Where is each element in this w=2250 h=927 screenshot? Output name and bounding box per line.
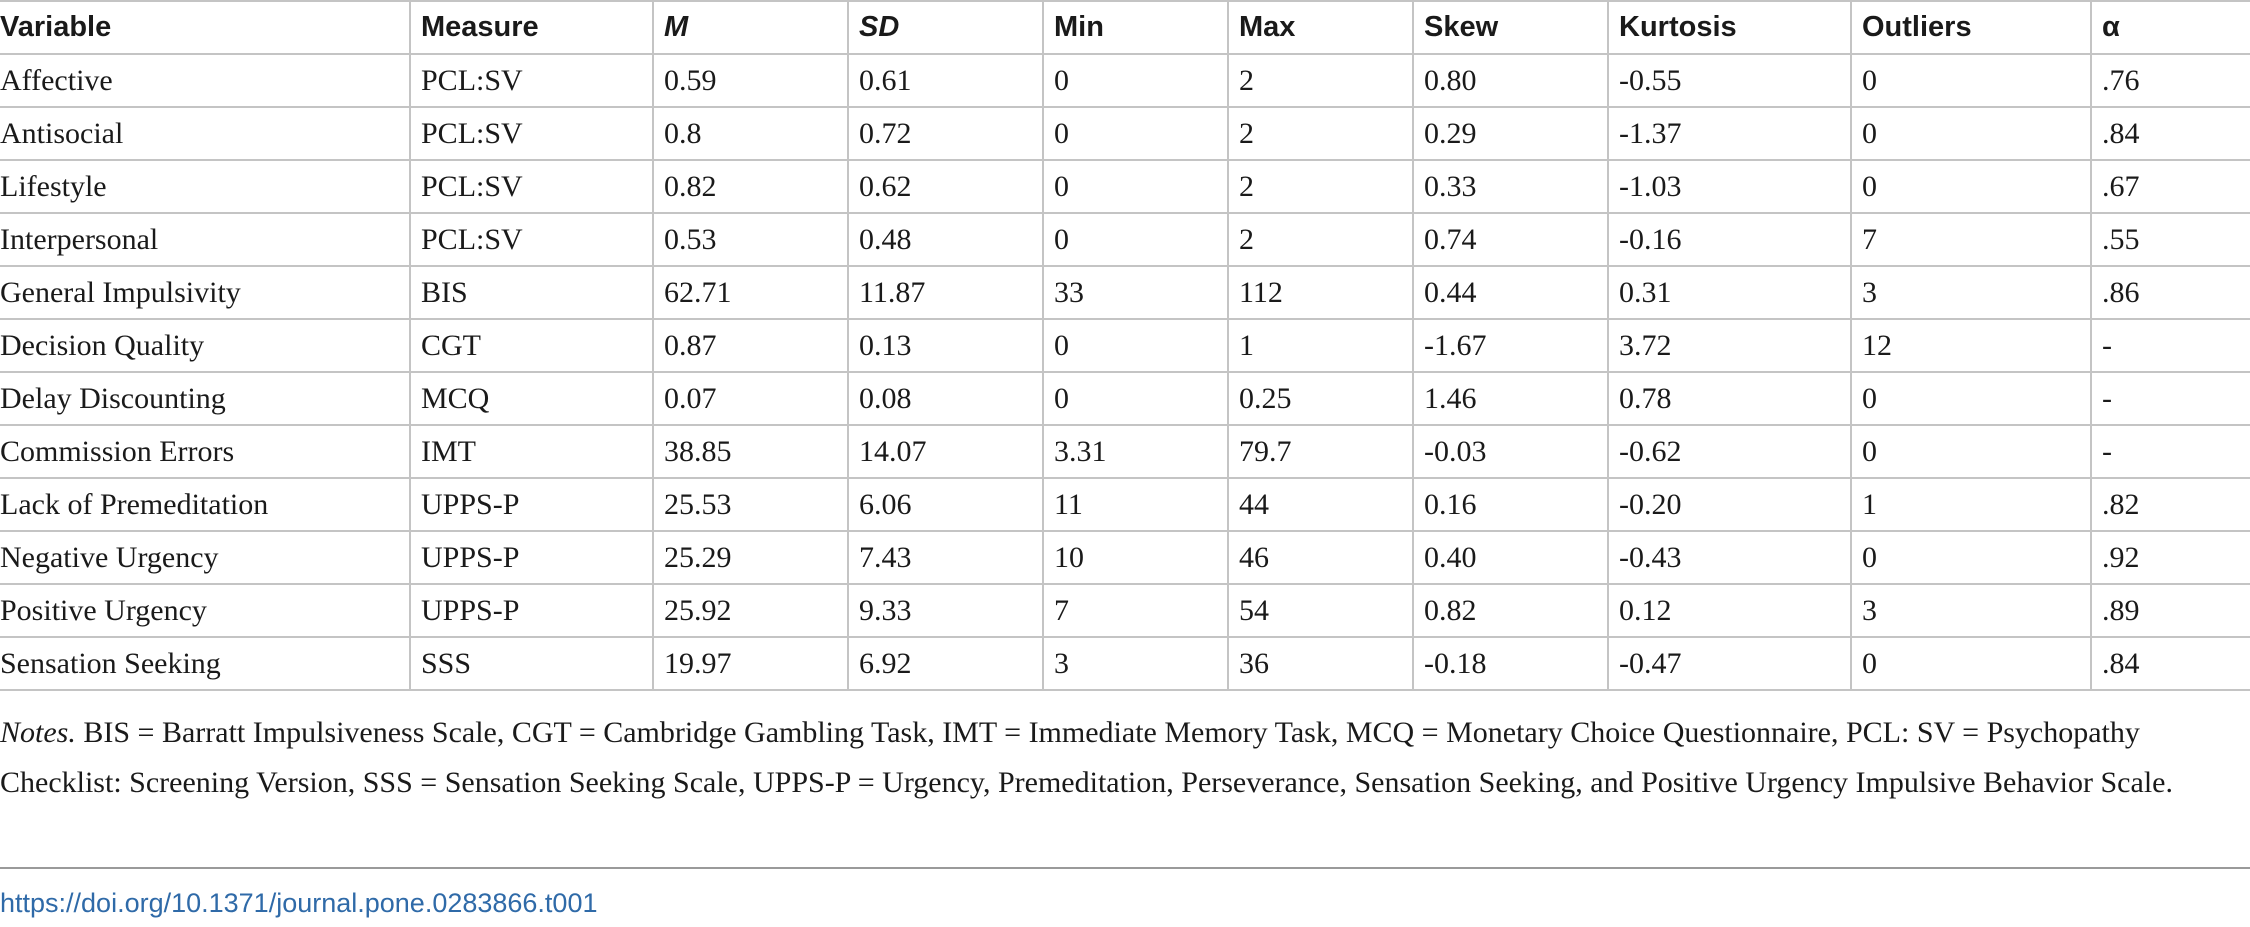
cell-outliers: 0 xyxy=(1851,425,2091,478)
cell-variable: Interpersonal xyxy=(0,213,410,266)
cell-mean: 0.87 xyxy=(653,319,848,372)
cell-mean: 62.71 xyxy=(653,266,848,319)
cell-skew: 0.44 xyxy=(1413,266,1608,319)
header-measure: Measure xyxy=(410,1,653,54)
cell-outliers: 0 xyxy=(1851,637,2091,690)
table-row xyxy=(0,107,2250,160)
cell-max: 54 xyxy=(1228,584,1413,637)
header-max: Max xyxy=(1228,1,1413,54)
cell-alpha: .76 xyxy=(2091,54,2250,107)
cell-variable: Antisocial xyxy=(0,107,410,160)
table-row xyxy=(0,531,2250,584)
cell-kurtosis: -0.47 xyxy=(1608,637,1851,690)
cell-max: 112 xyxy=(1228,266,1413,319)
cell-variable: Sensation Seeking xyxy=(0,637,410,690)
cell-outliers: 7 xyxy=(1851,213,2091,266)
cell-mean: 0.82 xyxy=(653,160,848,213)
cell-skew: 0.74 xyxy=(1413,213,1608,266)
cell-kurtosis: -0.43 xyxy=(1608,531,1851,584)
cell-sd: 0.48 xyxy=(848,213,1043,266)
table-row xyxy=(0,266,2250,319)
cell-kurtosis: -0.20 xyxy=(1608,478,1851,531)
table-row xyxy=(0,213,2250,266)
cell-min: 0 xyxy=(1043,319,1228,372)
cell-sd: 6.92 xyxy=(848,637,1043,690)
notes-label: Notes. xyxy=(0,716,76,749)
cell-kurtosis: -0.55 xyxy=(1608,54,1851,107)
table-notes xyxy=(0,708,2200,808)
cell-measure: PCL:SV xyxy=(410,107,653,160)
cell-min: 33 xyxy=(1043,266,1228,319)
cell-alpha: .89 xyxy=(2091,584,2250,637)
cell-variable: General Impulsivity xyxy=(0,266,410,319)
table-row xyxy=(0,637,2250,690)
cell-sd: 0.62 xyxy=(848,160,1043,213)
cell-max: 2 xyxy=(1228,160,1413,213)
cell-outliers: 3 xyxy=(1851,266,2091,319)
cell-sd: 11.87 xyxy=(848,266,1043,319)
notes-text: BIS = Barratt Impulsiveness Scale, CGT = Cambridge Gambling Task, IMT = Immediate Memory Task, MCQ = Monetary Choice Questionnaire, PCL: SV = Psychopathy Checklist: Screening Version, SSS = Sensation Seeking Scale, UPPS-P = Urgency, Premeditation, Perseverance, Sensation Seeking, and Positive Urgency Impulsive Behavior Scale. xyxy=(0,716,2173,799)
cell-sd: 14.07 xyxy=(848,425,1043,478)
cell-min: 10 xyxy=(1043,531,1228,584)
cell-alpha: .84 xyxy=(2091,107,2250,160)
header-outliers: Outliers xyxy=(1851,1,2091,54)
table-row xyxy=(0,372,2250,425)
table-row xyxy=(0,160,2250,213)
cell-skew: 1.46 xyxy=(1413,372,1608,425)
cell-skew: 0.40 xyxy=(1413,531,1608,584)
cell-sd: 0.61 xyxy=(848,54,1043,107)
cell-sd: 0.72 xyxy=(848,107,1043,160)
header-variable: Variable xyxy=(0,1,410,54)
header-skew: Skew xyxy=(1413,1,1608,54)
cell-measure: PCL:SV xyxy=(410,213,653,266)
cell-mean: 25.29 xyxy=(653,531,848,584)
cell-min: 3.31 xyxy=(1043,425,1228,478)
table-body xyxy=(0,54,2250,690)
cell-variable: Affective xyxy=(0,54,410,107)
cell-mean: 0.07 xyxy=(653,372,848,425)
cell-measure: IMT xyxy=(410,425,653,478)
header-alpha: α xyxy=(2091,1,2250,54)
cell-outliers: 0 xyxy=(1851,531,2091,584)
cell-outliers: 0 xyxy=(1851,54,2091,107)
cell-kurtosis: -1.37 xyxy=(1608,107,1851,160)
header-mean: M xyxy=(653,1,848,54)
cell-min: 0 xyxy=(1043,372,1228,425)
cell-skew: 0.29 xyxy=(1413,107,1608,160)
cell-mean: 19.97 xyxy=(653,637,848,690)
cell-alpha: .55 xyxy=(2091,213,2250,266)
header-kurtosis: Kurtosis xyxy=(1608,1,1851,54)
cell-skew: 0.80 xyxy=(1413,54,1608,107)
table-row xyxy=(0,478,2250,531)
cell-kurtosis: -0.62 xyxy=(1608,425,1851,478)
cell-outliers: 3 xyxy=(1851,584,2091,637)
cell-measure: CGT xyxy=(410,319,653,372)
cell-min: 11 xyxy=(1043,478,1228,531)
cell-variable: Commission Errors xyxy=(0,425,410,478)
table-row xyxy=(0,54,2250,107)
cell-min: 7 xyxy=(1043,584,1228,637)
cell-min: 0 xyxy=(1043,160,1228,213)
cell-sd: 9.33 xyxy=(848,584,1043,637)
cell-sd: 0.08 xyxy=(848,372,1043,425)
cell-skew: 0.33 xyxy=(1413,160,1608,213)
cell-max: 46 xyxy=(1228,531,1413,584)
table-row xyxy=(0,425,2250,478)
cell-min: 0 xyxy=(1043,54,1228,107)
doi-link[interactable]: https://doi.org/10.1371/journal.pone.0283866.t001 xyxy=(0,888,598,918)
cell-variable: Lack of Premeditation xyxy=(0,478,410,531)
cell-variable: Delay Discounting xyxy=(0,372,410,425)
cell-kurtosis: -1.03 xyxy=(1608,160,1851,213)
cell-skew: -0.03 xyxy=(1413,425,1608,478)
cell-alpha: .82 xyxy=(2091,478,2250,531)
cell-outliers: 0 xyxy=(1851,372,2091,425)
cell-skew: 0.82 xyxy=(1413,584,1608,637)
cell-measure: BIS xyxy=(410,266,653,319)
cell-max: 2 xyxy=(1228,107,1413,160)
cell-measure: PCL:SV xyxy=(410,54,653,107)
cell-min: 0 xyxy=(1043,107,1228,160)
cell-kurtosis: 0.78 xyxy=(1608,372,1851,425)
cell-outliers: 0 xyxy=(1851,160,2091,213)
cell-sd: 6.06 xyxy=(848,478,1043,531)
cell-measure: UPPS-P xyxy=(410,531,653,584)
cell-alpha: - xyxy=(2091,319,2250,372)
cell-min: 3 xyxy=(1043,637,1228,690)
cell-measure: PCL:SV xyxy=(410,160,653,213)
cell-min: 0 xyxy=(1043,213,1228,266)
cell-skew: -1.67 xyxy=(1413,319,1608,372)
cell-mean: 0.8 xyxy=(653,107,848,160)
cell-variable: Positive Urgency xyxy=(0,584,410,637)
cell-kurtosis: 0.31 xyxy=(1608,266,1851,319)
cell-max: 0.25 xyxy=(1228,372,1413,425)
cell-measure: UPPS-P xyxy=(410,584,653,637)
cell-outliers: 1 xyxy=(1851,478,2091,531)
cell-outliers: 12 xyxy=(1851,319,2091,372)
cell-variable: Negative Urgency xyxy=(0,531,410,584)
cell-kurtosis: 0.12 xyxy=(1608,584,1851,637)
cell-mean: 38.85 xyxy=(653,425,848,478)
header-min: Min xyxy=(1043,1,1228,54)
cell-measure: UPPS-P xyxy=(410,478,653,531)
cell-skew: 0.16 xyxy=(1413,478,1608,531)
table-row xyxy=(0,584,2250,637)
cell-measure: SSS xyxy=(410,637,653,690)
cell-alpha: .92 xyxy=(2091,531,2250,584)
cell-alpha: .84 xyxy=(2091,637,2250,690)
cell-alpha: - xyxy=(2091,425,2250,478)
cell-max: 44 xyxy=(1228,478,1413,531)
cell-alpha: - xyxy=(2091,372,2250,425)
cell-alpha: .67 xyxy=(2091,160,2250,213)
cell-mean: 25.92 xyxy=(653,584,848,637)
footer-divider xyxy=(0,867,2250,869)
cell-mean: 0.59 xyxy=(653,54,848,107)
cell-sd: 7.43 xyxy=(848,531,1043,584)
header-sd: SD xyxy=(848,1,1043,54)
cell-outliers: 0 xyxy=(1851,107,2091,160)
cell-alpha: .86 xyxy=(2091,266,2250,319)
cell-variable: Decision Quality xyxy=(0,319,410,372)
cell-skew: -0.18 xyxy=(1413,637,1608,690)
table-header-row xyxy=(0,1,2250,54)
cell-variable: Lifestyle xyxy=(0,160,410,213)
table-row xyxy=(0,319,2250,372)
cell-kurtosis: 3.72 xyxy=(1608,319,1851,372)
cell-max: 2 xyxy=(1228,54,1413,107)
cell-sd: 0.13 xyxy=(848,319,1043,372)
cell-max: 36 xyxy=(1228,637,1413,690)
cell-mean: 0.53 xyxy=(653,213,848,266)
cell-max: 2 xyxy=(1228,213,1413,266)
cell-mean: 25.53 xyxy=(653,478,848,531)
cell-kurtosis: -0.16 xyxy=(1608,213,1851,266)
cell-max: 79.7 xyxy=(1228,425,1413,478)
cell-measure: MCQ xyxy=(410,372,653,425)
cell-max: 1 xyxy=(1228,319,1413,372)
